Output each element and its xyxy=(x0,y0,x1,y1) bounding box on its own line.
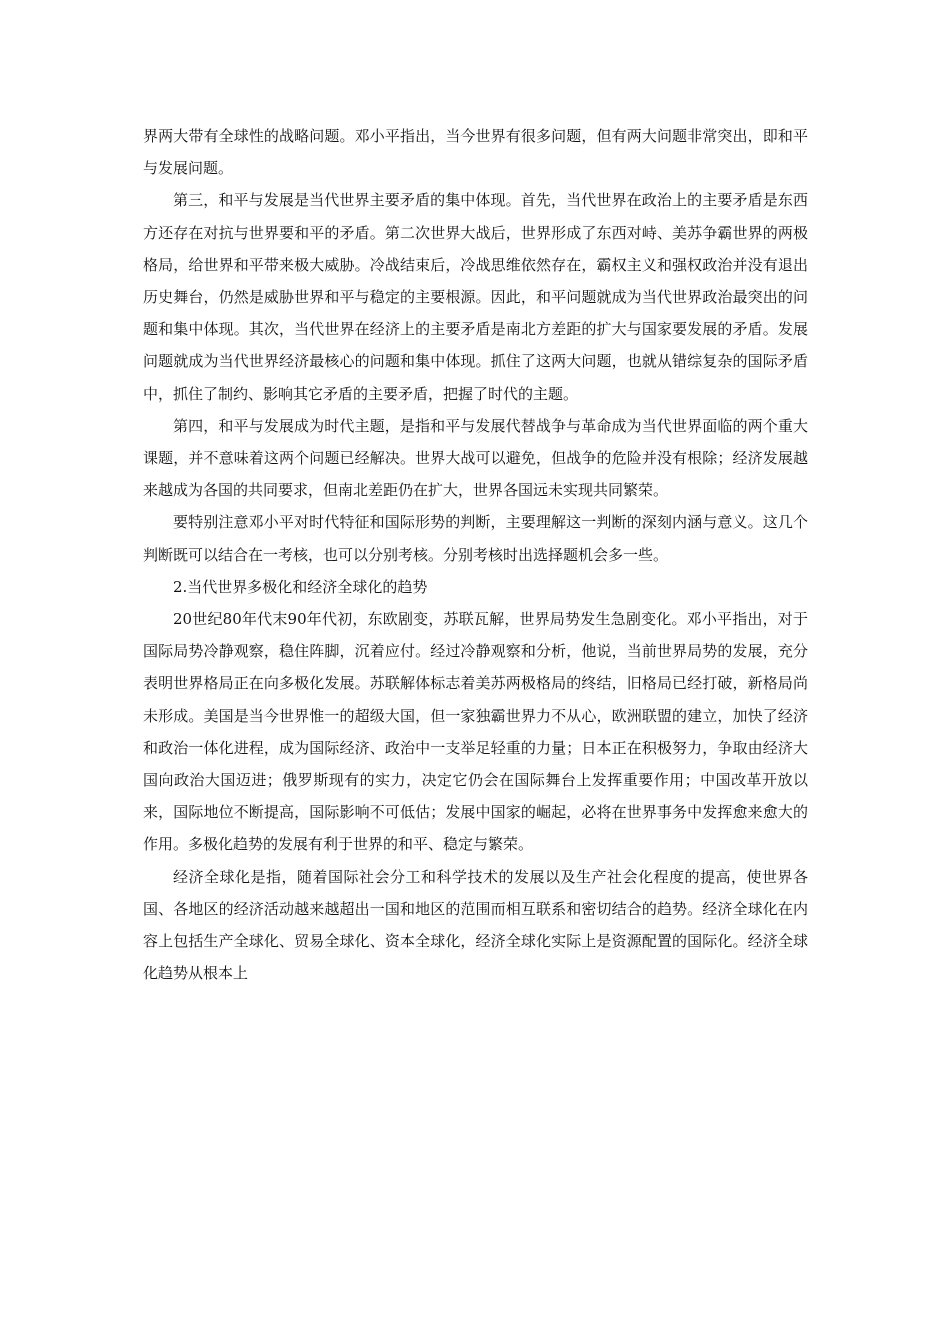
paragraph-third-point: 第三，和平与发展是当代世界主要矛盾的集中体现。首先，当代世界在政治上的主要矛盾是东西方还存在对抗与世界要和平的矛盾。第二次世界大战后，世界形成了东西对峙、美苏争霸世界的两极格局，给世界和平带来极大威胁。冷战结束后，冷战思维依然存在，霸权主义和强权政治并没有退出历史舞台，仍然是威胁世界和平与稳定的主要根源。因此，和平问题就成为当代世界政治最突出的问题和集中体现。其次，当代世界在经济上的主要矛盾是南北方差距的扩大与国家要发展的矛盾。发展问题就成为当代世界经济最核心的问题和集中体现。抓住了这两大问题，也就从错综复杂的国际矛盾中，抓住了制约、影响其它矛盾的主要矛盾，把握了时代的主题。 xyxy=(143,191,808,403)
paragraph-continuation: 界两大带有全球性的战略问题。邓小平指出，当今世界有很多问题，但有两大问题非常突出，即和平与发展问题。 xyxy=(143,127,808,178)
paragraph-fourth-point: 第四，和平与发展成为时代主题，是指和平与发展代替战争与革命成为当代世界面临的两个重大课题，并不意味着这两个问题已经解决。世界大战可以避免，但战争的危险并没有根除；经济发展越来越成为各国的共同要求，但南北差距仍在扩大，世界各国远未实现共同繁荣。 xyxy=(143,416,808,500)
document-page xyxy=(143,120,808,989)
paragraph-multipolarity: 20世纪80年代末90年代初，东欧剧变，苏联瓦解，世界局势发生急剧变化。邓小平指出，对于国际局势冷静观察，稳住阵脚，沉着应付。经过冷静观察和分析，他说，当前世界局势的发展，充分表明世界格局正在向多极化发展。苏联解体标志着美苏两极格局的终结，旧格局已经打破，新格局尚未形成。美国是当今世界惟一的超级大国，但一家独霸世界力不从心，欧洲联盟的建立，加快了经济和政治一体化进程，成为国际经济、政治中一支举足轻重的力量；日本正在积极努力，争取由经济大国向政治大国迈进；俄罗斯现有的实力，决定它仍会在国际舞台上发挥重要作用；中国改革开放以来，国际地位不断提高，国际影响不可低估；发展中国家的崛起，必将在世界事务中发挥愈来愈大的作用。多极化趋势的发展有利于世界的和平、稳定与繁荣。 xyxy=(143,610,808,854)
section-heading: 2.当代世界多极化和经济全球化的趋势 xyxy=(173,577,428,596)
paragraph-globalization: 经济全球化是指，随着国际社会分工和科学技术的发展以及生产社会化程度的提高，使世界各国、各地区的经济活动越来越超出一国和地区的范围而相互联系和密切结合的趋势。经济全球化在内容上包括生产全球化、贸易全球化、资本全球化，经济全球化实际上是资源配置的国际化。经济全球化趋势从根本上 xyxy=(143,867,808,983)
paragraph-study-note: 要特别注意邓小平对时代特征和国际形势的判断，主要理解这一判断的深刻内涵与意义。这几个判断既可以结合在一考核，也可以分别考核。分别考核时出选择题机会多一些。 xyxy=(143,513,808,564)
